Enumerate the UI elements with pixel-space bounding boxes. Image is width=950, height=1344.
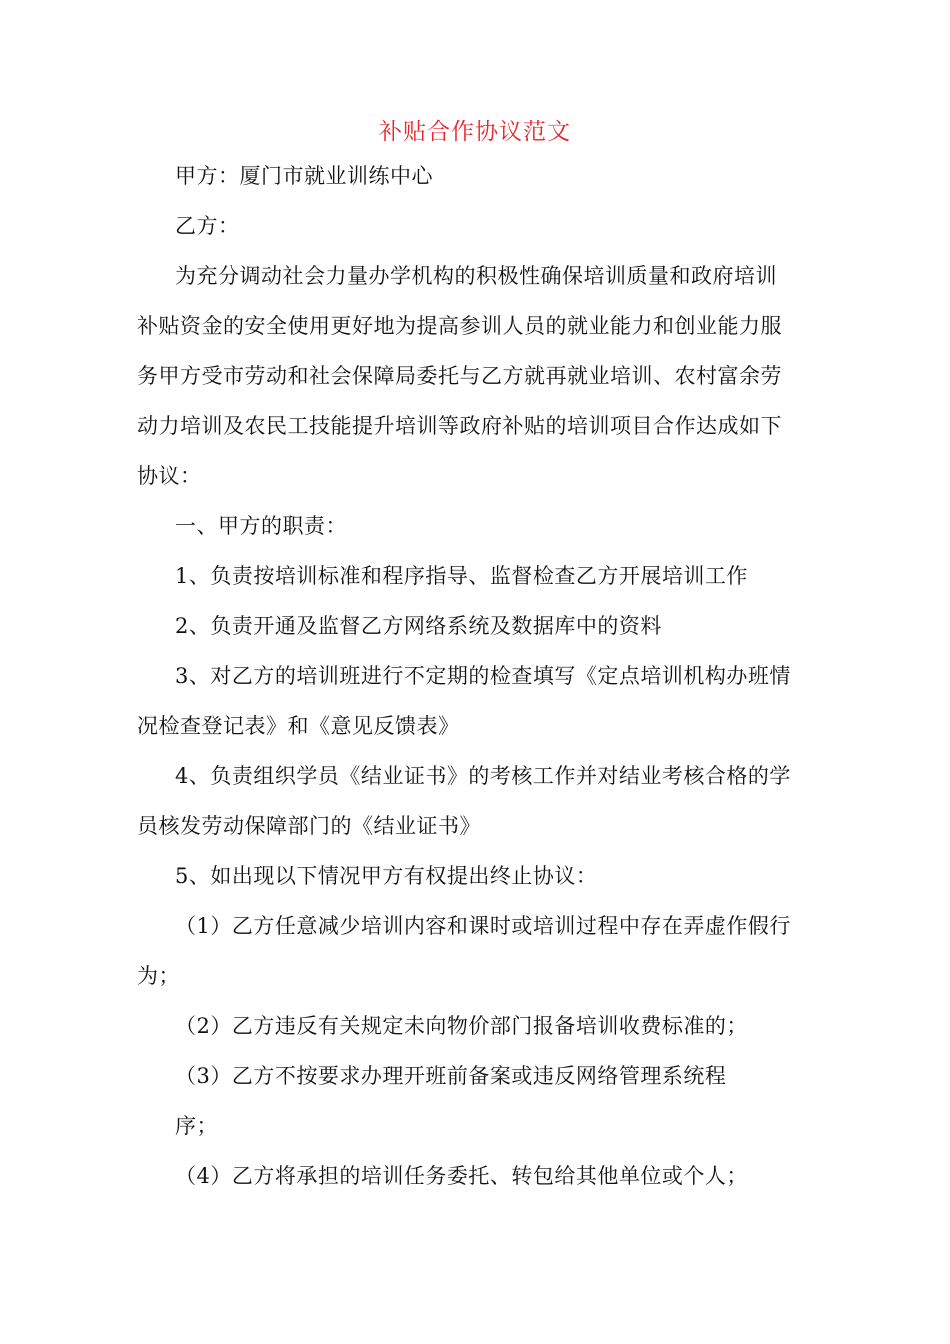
section-heading: 一、甲方的职责：: [175, 514, 347, 538]
clause-item-continuation: 况检查登记表》和《意见反馈表》: [137, 714, 460, 738]
clause-item: 5、如出现以下情况甲方有权提出终止协议：: [175, 864, 598, 888]
clause-item: 2、负责开通及监督乙方网络系统及数据库中的资料: [175, 614, 662, 638]
sub-clause-item: （1）乙方任意减少培训内容和课时或培训过程中存在弄虚作假行: [175, 914, 791, 938]
paragraph-line: 为充分调动社会力量办学机构的积极性确保培训质量和政府培训: [175, 264, 777, 288]
paragraph-line: 务甲方受市劳动和社会保障局委托与乙方就再就业培训、农村富余劳: [137, 364, 782, 388]
clause-item: 4、负责组织学员《结业证书》的考核工作并对结业考核合格的学: [175, 764, 791, 788]
party-b-line: 乙方：: [175, 214, 240, 238]
clause-item-continuation: 员核发劳动保障部门的《结业证书》: [137, 814, 481, 838]
clause-item: 1、负责按培训标准和程序指导、监督检查乙方开展培训工作: [175, 564, 748, 588]
document-title: 补贴合作协议范文: [379, 119, 571, 145]
sub-clause-item: （2）乙方违反有关规定未向物价部门报备培训收费标准的；: [175, 1014, 748, 1038]
paragraph-line: 补贴资金的安全使用更好地为提高参训人员的就业能力和创业能力服: [137, 314, 782, 338]
paragraph-line: 协议：: [137, 464, 202, 488]
party-a-line: 甲方：厦门市就业训练中心: [175, 164, 433, 188]
sub-clause-item: （4）乙方将承担的培训任务委托、转包给其他单位或个人；: [175, 1164, 748, 1188]
paragraph-line: 动力培训及农民工技能提升培训等政府补贴的培训项目合作达成如下: [137, 414, 782, 438]
sub-clause-continuation: 为；: [137, 964, 180, 988]
clause-item: 3、对乙方的培训班进行不定期的检查填写《定点培训机构办班情: [175, 664, 791, 688]
sub-clause-continuation: 序；: [175, 1114, 218, 1138]
sub-clause-item: （3）乙方不按要求办理开班前备案或违反网络管理系统程: [175, 1064, 727, 1088]
